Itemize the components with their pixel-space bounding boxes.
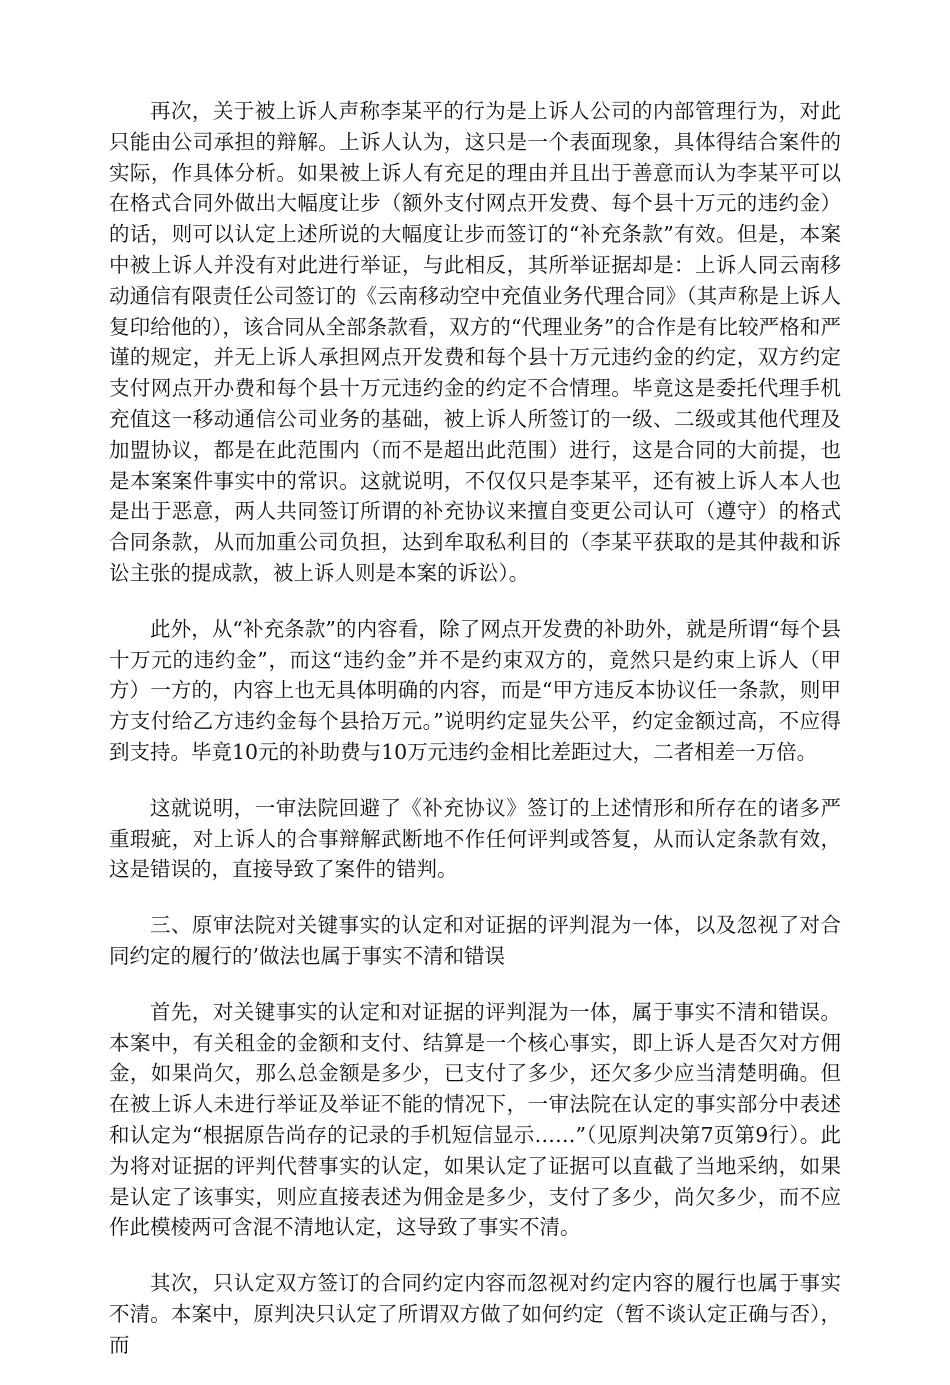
paragraph-zaici: 再次，关于被上诉人声称李某平的行为是上诉人公司的内部管理行为，对此只能由公司承担的辩解。上诉人认为，这只是一个表面现象，具体得结合案件的实际，作具体分析。如果被上诉人有充足的理由并且出于善意而认为李某平可以在格式合同外做出大幅度让步（额外支付网点开发费、每个县十万元的违约金）的话，则可以认定上述所说的大幅度让步而签订的“补充条款”有效。但是，本案中被上诉人并没有对此进行举证，与此相反，其所举证据却是：上诉人同云南移动通信有限责任公司签订的《云南移动空中充值业务代理合同》（其声称是上诉人复印给他的），该合同从全部条款看，双方的“代理业务”的合作是有比较严格和严谨的规定，并无上诉人承担网点开发费和每个县十万元违约金的约定，双方约定支付网点开办费和每个县十万元违约金的约定不合情理。毕竟这是委托代理手机充值这一移动通信公司业务的基础，被上诉人所签订的一级、二级或其他代理及加盟协议，都是在此范围内（而不是超出此范围）进行，这是合同的大前提，也是本案案件事实中的常识。这就说明，不仅仅只是李某平，还有被上诉人本人也是出于恶意，两人共同签订所谓的补充协议来擅自变更公司认可（遵守）的格式合同条款，从而加重公司负担，达到牟取私利目的（李某平获取的是其仲裁和诉讼主张的提成款，被上诉人则是本案的诉讼）。 — [109, 99, 841, 585]
paragraph-zhejiu-shuoming: 这就说明，一审法院回避了《补充协议》签订的上述情形和所存在的诸多严重瑕疵，对上诉人的合事辩解武断地不作任何评判或答复，从而认定条款有效，这是错误的，直接导致了案件的错判。 — [109, 795, 841, 882]
paragraph-qici: 其次，只认定双方签订的合同约定内容而忽视对约定内容的履行也属于事实不清。本案中，原判决只认定了所谓双方做了如何约定（暂不谈认定正确与否），而 — [109, 1271, 841, 1357]
document-body — [109, 96, 841, 1385]
paragraph-shouxian: 首先，对关键事实的认定和对证据的评判混为一体，属于事实不清和错误。本案中，有关租金的金额和支付、结算是一个核心事实，即上诉人是否欠对方佣金，如果尚欠，那么总金额是多少，已支付了多少，还欠多少应当清楚明确。但在被上诉人未进行举证及举证不能的情况下，一审法院在认定的事实部分中表述和认定为“根据原告尚存的记录的手机短信显示……”（见原判决第7页第9行）。此为将对证据的评判代替事实的认定，如果认定了证据可以直截了当地采纳，如果是认定了该事实，则应直接表述为佣金是多少，支付了多少，尚欠多少，而不应作此模棱两可含混不清地认定，这导致了事实不清。 — [109, 999, 841, 1240]
section-heading-three: 三、原审法院对关键事实的认定和对证据的评判混为一体，以及忽视了对合同约定的履行的’做法也属于事实不清和错误 — [109, 913, 841, 968]
paragraph-ciwai: 此外，从“补充条款”的内容看，除了网点开发费的补助外，就是所谓“每个县十万元的违约金”，而这“违约金”并不是约束双方的，竟然只是约束上诉人（甲方）一方的，内容上也无具体明确的内容，而是“甲方违反本协议任一条款，则甲方支付给乙方违约金每个县拾万元。”说明约定显失公平，约定金额过高，不应得到支持。毕竟10元的补助费与10万元违约金相比差距过大，二者相差一万倍。 — [109, 616, 841, 764]
